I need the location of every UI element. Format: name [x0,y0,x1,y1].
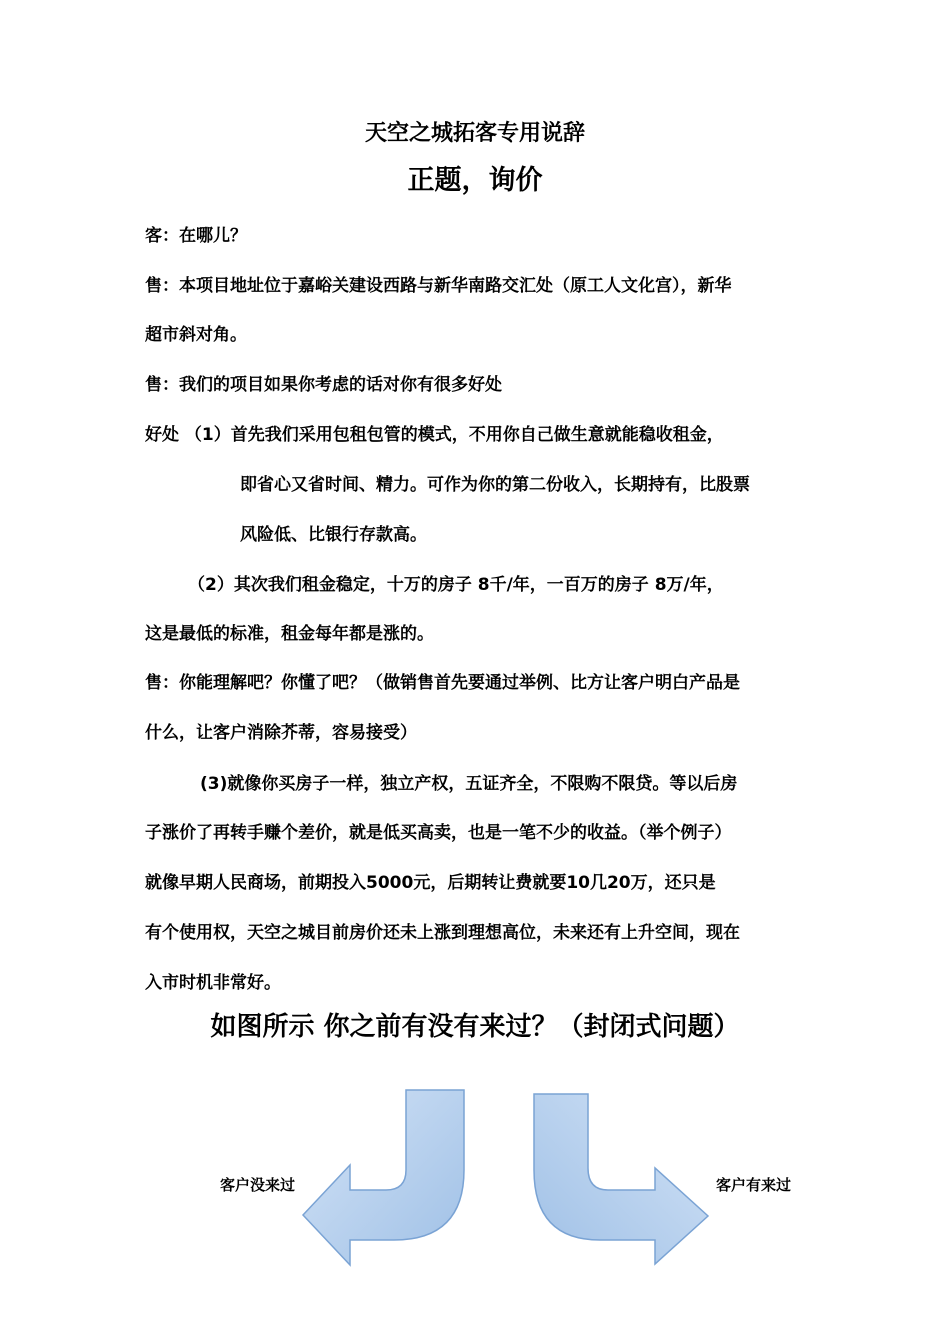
text-line: 即省心又省时间、精力。可作为你的第二份收入，长期持有，比股票 [240,475,750,495]
text-line: 好处 （1）首先我们采用包租包管的模式，不用你自己做生意就能稳收租金， [145,425,724,445]
text-line: 什么，让客户消除芥蒂，容易接受） [145,723,417,743]
right-curved-arrow-icon [534,1094,708,1264]
text-line: 入市时机非常好。 [145,973,281,993]
text-line: 这是最低的标准，租金每年都是涨的。 [145,624,434,644]
question-heading: 如图所示 你之前有没有来过？（封闭式问题） [210,1012,740,1042]
text-line: （2）其次我们租金稳定，十万的房子 8千/年，一百万的房子 8万/年， [188,575,724,595]
text-line: (3)就像你买房子一样，独立产权，五证齐全，不限购不限贷。等以后房 [200,774,738,794]
text-line: 客：在哪儿？ [145,226,247,246]
text-line: 售：你能理解吧？你懂了吧？（做销售首先要通过举例、比方让客户明白产品是 [145,673,740,693]
label-visited: 客户有来过 [716,1176,792,1194]
text-line: 有个使用权，天空之城目前房价还未上涨到理想高位，未来还有上升空间，现在 [145,923,740,943]
text-line: 子涨价了再转手赚个差价，就是低买高卖，也是一笔不少的收益。（举个例子） [145,823,732,843]
document-title: 天空之城拓客专用说辞 [364,121,585,146]
text-line: 就像早期人民商场，前期投入5000元，后期转让费就要10几20万，还只是 [145,873,716,893]
text-line: 售：本项目地址位于嘉峪关建设西路与新华南路交汇处（原工人文化宫），新华 [145,276,732,296]
text-line: 售：我们的项目如果你考虑的话对你有很多好处 [145,375,502,395]
document-subtitle: 正题，询价 [407,165,543,196]
label-not-visited: 客户没来过 [220,1176,296,1194]
text-line: 风险低、比银行存款高。 [240,525,427,545]
left-curved-arrow-icon [303,1090,464,1265]
text-line: 超市斜对角。 [145,325,247,345]
